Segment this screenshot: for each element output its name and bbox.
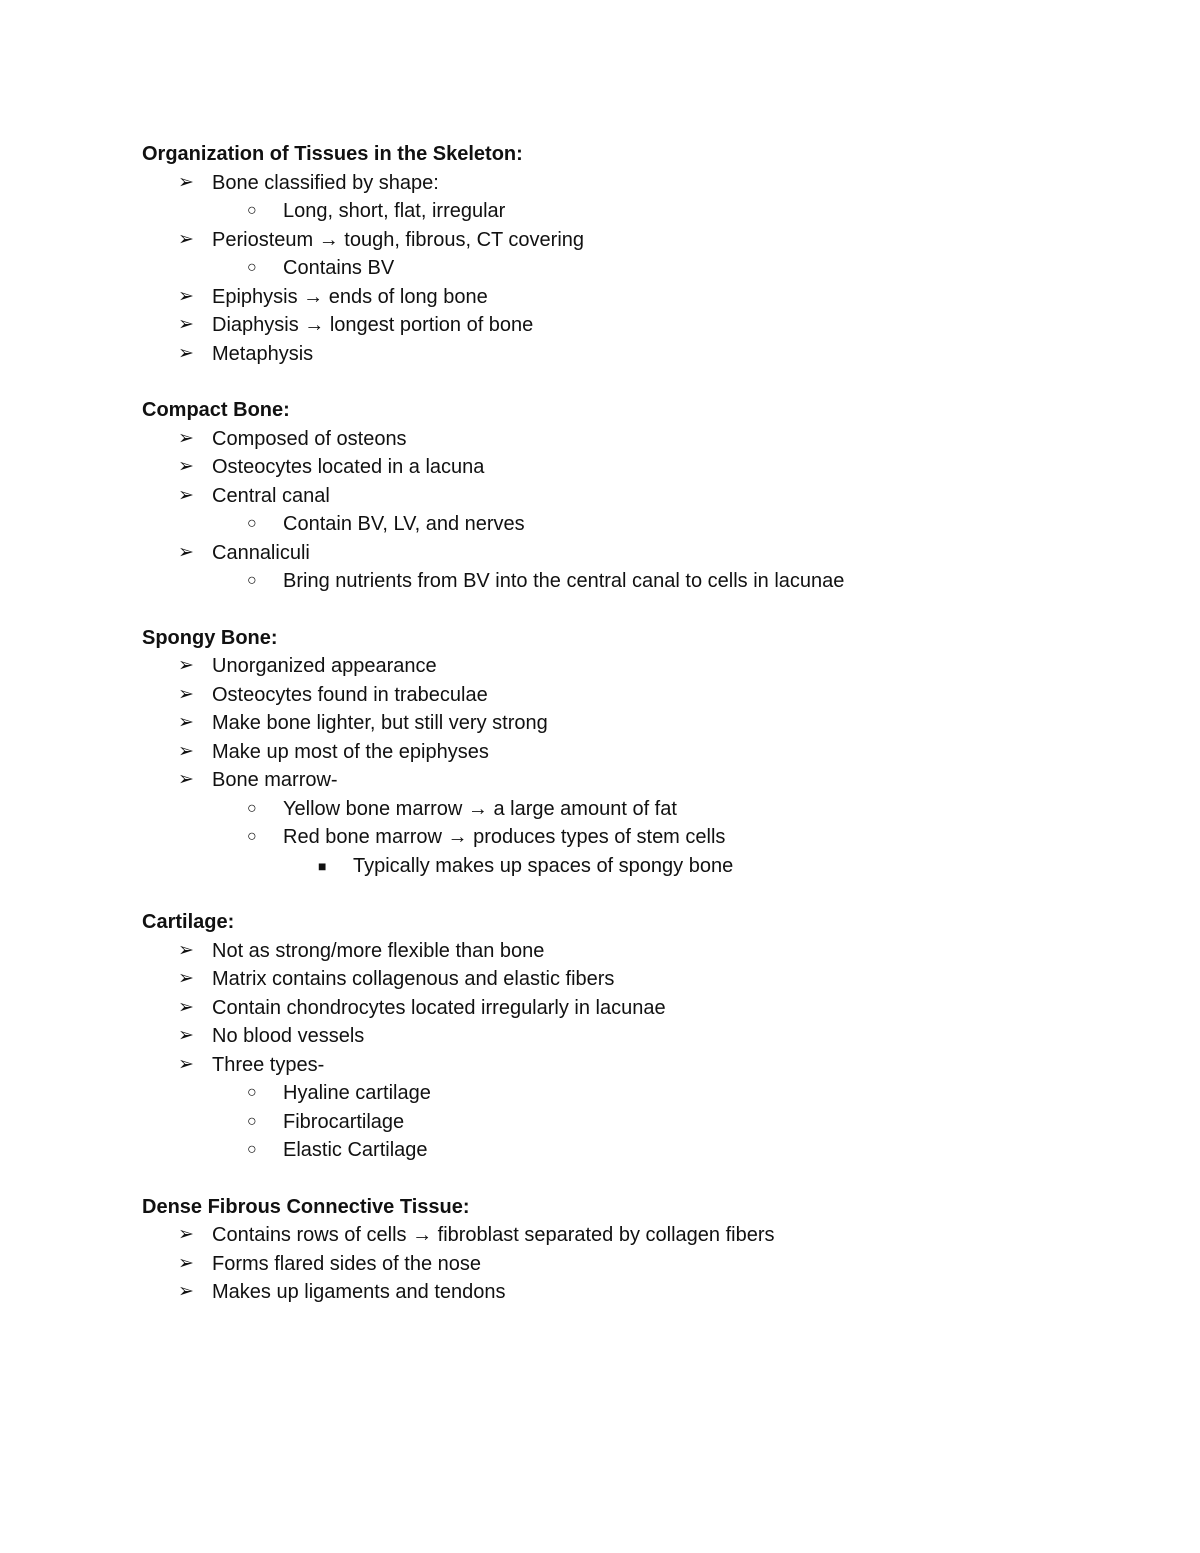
list-item-level-1 [142,539,1142,568]
list-item-text: Matrix contains collagenous and elastic fibers [212,968,615,990]
arrowhead-bullet-icon: ➢ [178,342,194,364]
note-section [142,624,1142,881]
list-item-text: Long, short, flat, irregular [283,200,506,222]
list-item-text: Makes up ligaments and tendons [212,1281,506,1303]
arrowhead-bullet-icon: ➢ [178,456,194,477]
circle-bullet-icon: ○ [247,572,257,589]
note-section [142,396,1142,596]
section-heading: Dense Fibrous Connective Tissue: [142,1195,470,1218]
circle-bullet-icon: ○ [247,1084,257,1101]
list-item-level-1 [142,340,1142,369]
list-item-text: No blood vessels [212,1025,365,1047]
section-heading: Organization of Tissues in the Skeleton: [142,143,523,165]
note-section [142,140,1142,368]
square-bullet-icon: ■ [318,857,327,874]
list-item-level-1 [142,169,1142,198]
list-item-level-1 [142,283,1142,312]
arrowhead-bullet-icon: ➢ [178,1224,194,1245]
list-item-level-1 [142,482,1142,511]
list-item-level-2 [142,1079,1142,1108]
list-item-level-2 [142,795,1142,824]
arrowhead-bullet-icon: ➢ [178,1252,194,1274]
list-item-level-3 [142,852,1142,881]
list-item-level-1 [142,681,1142,710]
list-item-text: Diaphysis → longest portion of bone [212,314,534,336]
arrowhead-bullet-icon: ➢ [178,769,194,790]
arrowhead-bullet-icon: ➢ [178,484,194,506]
list-item-text: Periosteum → tough, fibrous, CT covering [212,228,585,251]
arrowhead-bullet-icon: ➢ [178,740,194,762]
circle-bullet-icon: ○ [247,1112,257,1130]
list-item-text: Contains rows of cells → fibroblast separated by collagen fibers [212,1224,775,1246]
list-item-text: Cannaliculi [212,541,310,564]
section-heading: Compact Bone: [142,399,290,421]
list-item-level-1 [142,1051,1142,1080]
list-item-level-1 [142,311,1142,340]
arrowhead-bullet-icon: ➢ [178,228,194,250]
list-item-level-1 [142,1221,1142,1250]
list-item-level-1 [142,1022,1142,1051]
list-item-text: Typically makes up spaces of spongy bone [353,854,734,877]
list-item-level-1 [142,937,1142,966]
arrowhead-bullet-icon: ➢ [178,541,194,563]
arrowhead-bullet-icon: ➢ [178,996,194,1018]
list-item-level-1 [142,994,1142,1023]
list-item-level-2 [142,510,1142,539]
document-body [142,140,1142,1335]
list-item-level-1 [142,425,1142,454]
list-item-text: Bone classified by shape: [212,171,439,194]
list-item-text: Make up most of the epiphyses [212,740,489,763]
list-item-text: Hyaline cartilage [283,1082,431,1104]
list-item-level-1 [142,1250,1142,1279]
list-item-text: Not as strong/more flexible than bone [212,939,545,962]
list-item-text: Osteocytes found in trabeculae [212,683,488,706]
arrowhead-bullet-icon: ➢ [178,968,194,989]
list-item-text: Three types- [212,1053,325,1076]
arrowhead-bullet-icon: ➢ [178,171,194,193]
list-item-level-1 [142,226,1142,255]
arrowhead-bullet-icon: ➢ [178,655,194,676]
list-item-text: Elastic Cartilage [283,1139,428,1161]
circle-bullet-icon: ○ [247,259,257,276]
arrowhead-bullet-icon: ➢ [178,1281,194,1302]
list-item-text: Epiphysis → ends of long bone [212,285,488,308]
arrowhead-bullet-icon: ➢ [178,427,194,449]
note-section [142,1193,1142,1307]
list-item-level-1 [142,453,1142,482]
list-item-text: Bone marrow- [212,769,338,791]
list-item-text: Unorganized appearance [212,655,437,677]
list-item-text: Red bone marrow → produces types of stem cells [283,826,726,848]
list-item-text: Composed of osteons [212,427,407,450]
list-item-level-2 [142,1136,1142,1165]
arrowhead-bullet-icon: ➢ [178,683,194,705]
arrowhead-bullet-icon: ➢ [178,712,194,733]
note-section [142,908,1142,1165]
list-item-text: Make bone lighter, but still very strong [212,712,548,734]
list-item-level-2 [142,254,1142,283]
list-item-level-1 [142,965,1142,994]
list-item-text: Contain BV, LV, and nerves [283,513,525,535]
list-item-text: Central canal [212,484,330,507]
arrowhead-bullet-icon: ➢ [178,1053,194,1075]
list-item-level-1 [142,738,1142,767]
list-item-level-1 [142,766,1142,795]
list-item-level-2 [142,197,1142,226]
list-item-text: Bring nutrients from BV into the central canal to cells in lacunae [283,570,845,592]
section-heading: Spongy Bone: [142,626,278,649]
list-item-level-2 [142,567,1142,596]
list-item-text: Metaphysis [212,342,314,365]
list-item-level-2 [142,1108,1142,1137]
arrowhead-bullet-icon: ➢ [178,939,194,961]
arrowhead-bullet-icon: ➢ [178,285,194,307]
list-item-text: Forms flared sides of the nose [212,1252,482,1275]
list-item-text: Fibrocartilage [283,1110,405,1133]
list-item-level-2 [142,823,1142,852]
list-item-level-1 [142,709,1142,738]
circle-bullet-icon: ○ [247,799,257,817]
arrowhead-bullet-icon: ➢ [178,1025,194,1046]
list-item-level-1 [142,652,1142,681]
list-item-text: Osteocytes located in a lacuna [212,456,485,478]
circle-bullet-icon: ○ [247,515,257,532]
circle-bullet-icon: ○ [247,1141,257,1158]
circle-bullet-icon: ○ [247,828,257,845]
list-item-text: Contains BV [283,257,395,279]
section-heading: Cartilage: [142,911,235,933]
list-item-text: Contain chondrocytes located irregularly in lacunae [212,996,666,1019]
list-item-level-1 [142,1278,1142,1307]
arrowhead-bullet-icon: ➢ [178,314,194,335]
list-item-text: Yellow bone marrow → a large amount of fat [283,797,677,820]
circle-bullet-icon: ○ [247,202,257,219]
